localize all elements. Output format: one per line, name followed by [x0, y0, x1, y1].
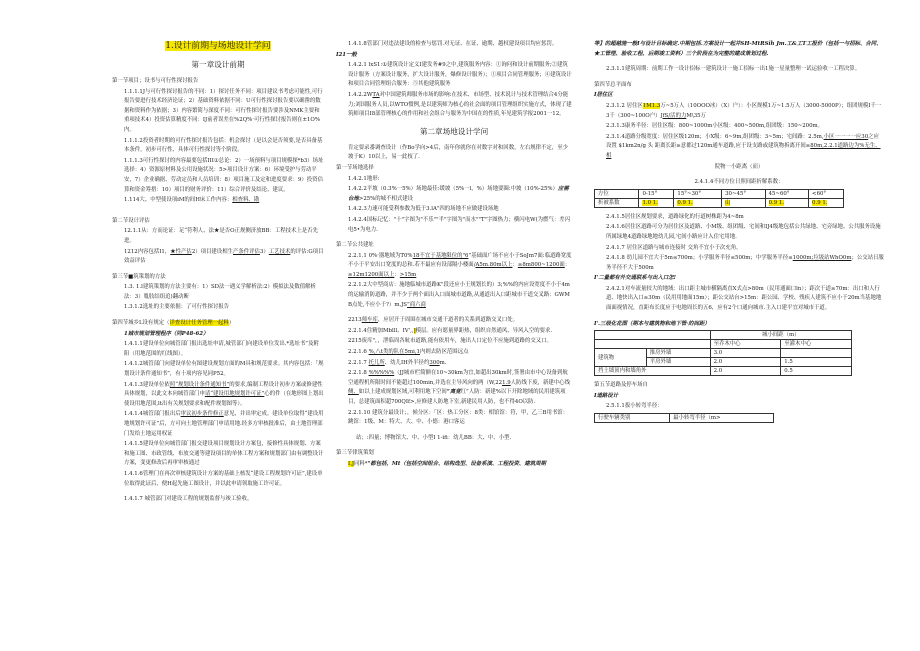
subsection-title: I道路设计: [594, 392, 619, 399]
figure-caption: 院物一小距离（而）: [714, 163, 764, 170]
paragraph: 1212内容包括I1，★性产估2）项目建设相生产条件评估3）工艺技术的评估:G项目效益评估: [124, 248, 324, 265]
paragraph: I.J同料*"都包括，Mt（包括空间组合、结构选型、设备系演、工程投资、建筑周期: [348, 460, 546, 467]
chapter-title: 第二章场地设计学问: [419, 126, 489, 136]
paragraph: 2.2.1.10 建筑分最设计；，候分区：「区：热工分区：8类：相馆馆：符，甲，乙三B用书馆：跳馆：1级、M：特大、大、中、小德：港口客运: [348, 409, 569, 426]
paragraph: 1.4.1.1建设单位向城管部门报出选址申请,城管部门向建设单位发出.*选址书”及附阳（用地范围的红线图）。: [124, 341, 319, 357]
table-row: 折被系数 1.0 1. 0.9 1. 山 0.9 1. 0.9 1.: [595, 198, 844, 207]
paragraph: 站；:四量；博物馆大、中、小型I 1-ifi：幼儿BB：大、中、小型.: [356, 434, 512, 441]
paragraph: 2.4.1.6居住区道路可分为居住区及道路、小M级、组团级、宅间和IJ4级地包括公共绿地、宅旁绿地、公共服务设施所属绿地4道路绿地地幼儿园,宅间小路应计入住宅用地.: [606, 224, 881, 240]
table-row: 行驶车辆类别 最小转弯半径（m>: [595, 414, 774, 423]
paragraph: 1.4.2.1 lxS1:①建筑设计定义I建发务#9之中,建筑服务内容：①询问和设计前期服务;②建筑设计服务（方案设计服务，扩大设计服务，爆修设计服务）；①项目合同管理服务；④建筑设计和项目合同管理组合服务：⑤其他建筑服务: [348, 62, 572, 88]
paragraph: 1.1.1.3可行性探讨的内容最要包括III①总论：2）一场预料与项目规模探*b3）场址选择：4）资源原材料及公用设施状况：5>项目设计方案：6）环境受护与劳动平安，7）企业确据、劳动定员和人员培训：8）项目施工及定和进度要求：9）投资估算和资金筹措：10）项目的财务评价：11）综合评价及结论、建议。: [124, 157, 324, 193]
paragraph: 2.2.1.4住精加Mblll、IV',,]模层。应有愿量界距热，组织自然通风、导风入空的要求.: [348, 327, 553, 334]
table-row: 平房外墙 2.0 1.5: [595, 358, 852, 367]
turning-radius-table: [594, 413, 774, 423]
section-title: 第一节场地选择: [336, 164, 374, 171]
paragraph: 1.3.1.2选址的主要依据：了可行性探讨报告: [124, 304, 230, 311]
paragraph: 2.4.1.7 居住区道路与城市连接时 交角不宜小于次充角。: [606, 244, 742, 251]
paragraph: 1.4.2.2WTA对中国建筑师服务市场的影响:在技术、市场型、技术说计与技术管理结合4分能力;刘国服务人员,以WTO惯例,是以建筑师为核心的社会面的项目管理组织实施方式，体现了建筑师项目I8部管理核心的作用和社会组合与服务为中国在的性质,年见建筑学报2001一12。: [348, 91, 572, 118]
subsection-title: I21一般: [336, 51, 357, 58]
paragraph: 等】的超越施一般I与设计目标确定.中期包括.方案设计一起并SH-MtRSih Jm.工&工T工报价（包括一与招标、合同、★工管理、验收工程、后期竣工资料）三个阶段在为完整的建成策划过程.: [594, 41, 882, 57]
paragraph: 1.4.2.1地形:: [348, 175, 380, 182]
orientation-factor-table: [594, 189, 844, 208]
paragraph: 2.5.1.1拔小转弯半径：: [606, 403, 663, 410]
section-title: 第二节公共建址: [336, 242, 374, 249]
section-title: 第四节总平面布: [594, 81, 632, 88]
table-row: 建筑物 推房外墙 3.0: [595, 349, 852, 358]
paragraph: 2.2.1.8 %%%%%（JJ城市栏简额在10~30km为宜,如超出30km时,签署由市中心设备到航空通程机所限时间不能超过100min,并选在主导风向的两（W,221.9人防线下废，新建中心线侧、如以上建成规划区域,可利用地下空间“离竟红”人防：新建%以下开除地域的民用建筑项目，总建筑面积超700QIf>,应修建人防地下室,新建民用人防，也不得4O以防.: [348, 370, 570, 405]
table-row: 方位 0-15° 15°~30° 30~45° 45~60° <60°: [595, 189, 844, 198]
paragraph: 1.4.1.5建设单位向城管部门报交建设项目规划设计方案包，接修性具体规划、方案和施工图、市政管线、布放交通等建设项目的单体工程方案和规划部门由有调整设计方案，变更修改后再审审核通过: [124, 441, 324, 467]
column-middle: [336, 40, 572, 471]
greening-distance-table: [594, 330, 852, 376]
section-title: 第四节城乡L设有规定（详查设计任务管理一起料）: [112, 320, 235, 327]
paragraph: 2.2.1.1 0%·器地域为T0%18不宜于基地限位的"6”基础面广场不应小于SoJm7面:临道路宽度不小于平安出口宽度的总和.若不最应有设部隔小楼面/A5m.80m以上：≥8m800~1200面：≥12m1200面以上：>15m: [348, 252, 572, 278]
paragraph: 2.3.1.1建筑周期：前期工作一设计招标一建筑设计一施工招标一出1施一星量整理一试运验收一工程决算。: [606, 66, 861, 73]
paragraph: 2.3.1.3康务半径：居住区级：800~1000m小区级：400~500m,组团级：150~200m。: [606, 123, 824, 130]
paragraph: 1.1.1.1J与可行性探讨报告的不同：1）探讨任务不同：项目建议书考虑可能性,可行报告要进行技术经济论证；2）基础资料依据不同：U可行性探讨报告要以确凿的数据和资料作为依据；3）内容繁简与深度不同：可行性探讨报告要涉及NMK主要和重项技术4）投资估算精度不同：IJ前者误差在%2Q%·可行性探讨报告则在±1O%内。: [124, 88, 323, 133]
paragraph: 2.4.2.1对车流量较大的地域：出口距主城市横隔离直X式点>80m（民用通面口ln）；距次干道≥70m：出口和人行道、地快出入口≥30m（民用用地面15m）；距公交站台>15m：距公园、学校、残疾人建筑不应小于20m当基地地面面视情况，直距布长度应于电地周长的五6，应有2个口通向城市.主入口建平宜对城市干道。: [606, 285, 882, 312]
table-row: 城小间距（m）: [595, 331, 852, 340]
chapter-title: 第一章设计前期: [191, 60, 245, 69]
paragraph: 1.4.1.3建设单位依照“规划设计条件通知书”的要求,编制工程设计初步方案或修建性具体规划，以此文本向城管部门申请“建设用地规划许可证”心的件（在地形图上划出使设用地范围,lt出有关规划要求和配件规划图等）。: [124, 381, 324, 407]
paragraph: 1.114大、中型使设项iM的间H床工作内容：相查料、勘: [124, 197, 260, 204]
part-title: 1.设计前期与场地设计学问: [165, 41, 271, 51]
column-right: [594, 40, 884, 423]
paragraph: 2.4.1.5居住区规划要求，道路绿化的行道树株距为4~8m: [606, 213, 744, 220]
table-caption: 2.4.1.4不同方位日照间距折解系数：: [694, 179, 784, 186]
paragraph: 1.1.1.2投资者时期的可行性探讨报告包括：机会探讨（是以会是否须要,是否具备基本条件，初步可行性、具体可行性探讨等个阶段。: [124, 137, 323, 154]
paragraph: 1.4.1.8管部门对违法建设的检查与惩罚.对无证、在证、逾期、越权建设项目均应惩罚。: [348, 41, 558, 47]
subsection-title: 1城市规划管理程序（同P48-62）: [124, 330, 209, 337]
paragraph: 2.4.1.8 幼儿园不宜大于5m≤700m；小学服务半径≤500m；中学服务半径≤1000m;垃圾站WhO0m；公交站日服务半径不大于500m: [606, 255, 884, 271]
paragraph: 2.3.1.4道路分级宽度：居住区级120m；小X级：6~9m,组团级：3~5m；宅间路：2.5m,小区一一一一应30之应设置 $1km2n/g 头 距离长距≥意都过120m通车道路,应于设支路或建筑物拆离开间≥80m,2.2.1道路边为%无生、相: [606, 133, 881, 159]
table-row: 至乔木中心 至灌木中心: [595, 340, 852, 349]
paragraph: 1.4.1.6管理门在再次审核建筑设计方案的基础上核发“建设工程规划许可证”,建设单位取得此证后，便H起先施工图设计，并以此申请领取施工许可证。: [124, 470, 323, 487]
paragraph: 1.4.2.4国标记忆："十"字图为"不乐""半"字图为"而水""T"字图热力；横闪电W(为燃气：差闪电5•为电力.: [348, 216, 571, 233]
section-title: 第五节道路及停车场自: [594, 382, 648, 389]
table-row: 挡土墙顶内和墙角外 2.0 0.5: [595, 367, 852, 376]
section-title: 第三节■筑策划的方法: [112, 273, 166, 280]
paragraph: 1.4.1.2城管部门向建设单位有图建设规划方面的M具和规范要求。其内容包括：「规划设计条件通知书”，有十项内容见同P52。: [124, 361, 324, 378]
section-title: 第二节设计评估: [112, 217, 150, 224]
paragraph: 12.1.1从：方而论证：足“符利人、法★是否O正规侧济放BB：工程技术上是否先进。: [124, 228, 318, 244]
paragraph: 2.2.1.2大中型商店：施地临城市道路K"段还应小王规划长的）3;%%的内应设宽度不小于4m的运输消防道路，并不少于两个面出入口面城市道路,从通道出入口距城市干道交叉路：GWMB点处,不应小于?）m.JS”商六商: [348, 282, 570, 308]
section-title: 第三节律筑策划: [336, 450, 374, 457]
paragraph: 1.4.1.7 城管部门对建设工程的规划监督与竣工验收。: [124, 496, 253, 503]
paragraph: 2213师车库，应居开于周围在城市交通干道者的关系到道路交叉口处。: [348, 317, 519, 324]
subsection-title: I'.三级化花图（期本与建筑物和地下管·的间距）: [594, 320, 710, 327]
paragraph: 2.2.1.6 %,八t类的队在5mi,1内则去防区范围远点: [348, 349, 469, 356]
paragraph: 2.2.1.7 托儿所、幼儿IH外半径约300m.: [348, 359, 447, 366]
paragraph: 2215废库"，，泄临周各航市道路,能有依用车，施出人口定位不应施到道路的交又口。: [348, 338, 552, 345]
subsection-title: I居住区: [594, 92, 613, 99]
subsection-title: I'二量都有外交通联系与出入口怎!: [594, 275, 677, 282]
paragraph: 1.4.2.2平坡（0.3%一5%）场地最佳:缓坡（5%一l，%）场地要圈:中坡（10%-25%）应需台地>25%的城不相式建设: [348, 186, 569, 202]
paragraph: 2.3.1.2 居住区1M1.3万~5万人（10OOO冰）（X）户）：小区规模1万~1.5万人（3000-5000P）；组团规模I千一3千（300~100O户）JfS/活的力M\35万: [606, 102, 882, 119]
paragraph: 1.3. 1.l建筑策划的方法主要有：1）SD法一遇义学解析法:2）模拟法及数值解析法：3）胤肢结组追)翻动断: [124, 284, 316, 300]
column-left: [112, 40, 324, 506]
section-title: 第一节项目；设书与可行性探讨报告: [112, 78, 199, 84]
paragraph: 1.4.2.3力速可能受利参数为低于3.lA"四的场地不应做建设场地: [348, 206, 499, 213]
paragraph: 1.4.1.4城管部门报出后审议初步条件修正意见，并出审定成。建设单位取得“建设用地规划许可证”后，方可向土地管理部门申请用地.经多方审核批准后，由土地管理部门发给土地运用权证: [124, 411, 324, 437]
paragraph: 肯定要录番调查设计（作Bo学向>4后，南年你就你在对数字对和回数，左右规律不定，至少坡于K）10以上，易一此枝了.: [348, 144, 568, 161]
